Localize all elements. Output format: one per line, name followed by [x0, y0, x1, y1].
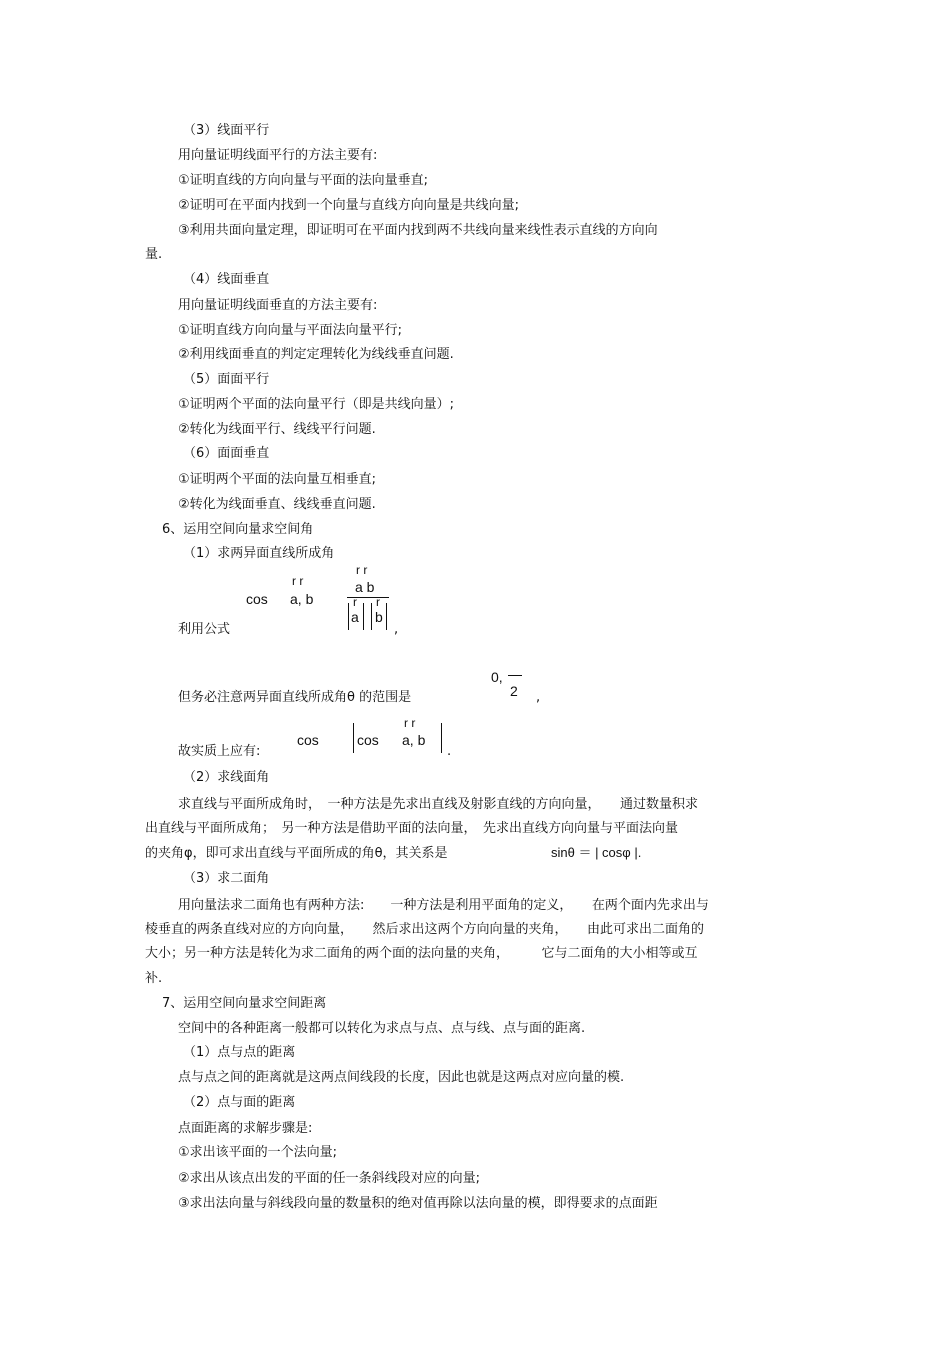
- formula-cos-left: cos: [297, 732, 319, 748]
- range-fraction-bar: [508, 675, 522, 676]
- vector-marks: r r: [404, 716, 416, 730]
- text-line: ①证明直线的方向向量与平面的法向量垂直;: [178, 173, 429, 188]
- paragraph-line: 大小；另一种方法是转化为求二面角的两个面的法向量的夹角， 它与二面角的大小相等或互: [145, 946, 698, 961]
- range-lower: 0,: [491, 669, 503, 685]
- text-line: 点与点之间的距离就是这两点间线段的长度，因此也就是这两点对应向量的模.: [178, 1070, 625, 1085]
- denominator-b: b: [375, 609, 383, 625]
- paragraph-line: 求直线与平面所成角时， 一种方法是先求出直线及射影直线的方向向量， 通过数量积求: [178, 797, 699, 812]
- paragraph-line: 棱垂直的两条直线对应的方向向量， 然后求出这两个方向向量的夹角， 由此可求出二面角的: [145, 922, 705, 937]
- denominator-mark-a: r: [353, 595, 357, 609]
- denominator-a: a: [351, 609, 359, 625]
- formula-args: a, b: [402, 732, 426, 748]
- paragraph-line: 用向量法求二面角也有两种方法: 一种方法是利用平面角的定义， 在两个面内先求出与: [178, 898, 709, 913]
- text-line: 空间中的各种距离一般都可以转化为求点与点、点与线、点与面的距离.: [178, 1021, 586, 1036]
- subheading-skew-lines-angle: （1）求两异面直线所成角: [183, 546, 335, 561]
- heading-plane-plane-parallel: （5）面面平行: [183, 372, 270, 387]
- subheading-dihedral-angle: （3）求二面角: [183, 871, 270, 886]
- heading-line-plane-parallel: （3）线面平行: [183, 123, 270, 138]
- text-line: ③利用共面向量定理，即证明可在平面内找到两不共线向量来线性表示直线的方向向: [178, 223, 658, 238]
- paragraph-line: 出直线与平面所成角； 另一种方法是借助平面的法向量， 先求出直线方向向量与平面法向量: [145, 821, 679, 836]
- text-line: 点面距离的求解步骤是:: [178, 1121, 313, 1136]
- denominator-mark-b: r: [376, 595, 380, 609]
- text-line: 但务必注意两异面直线所成角θ 的范围是: [178, 690, 412, 705]
- text-line: ②求出从该点出发的平面的任一条斜线段对应的向量;: [178, 1171, 481, 1186]
- subheading-line-plane-angle: （2）求线面角: [183, 770, 270, 785]
- abs-bar: [348, 603, 349, 630]
- range-denominator: 2: [510, 683, 518, 699]
- paragraph-line: 的夹角φ，即可求出直线与平面所成的角θ，其关系是: [145, 846, 448, 861]
- text-line: 利用公式: [178, 622, 231, 637]
- fraction-numerator: a b: [355, 579, 375, 595]
- text-line: 用向量证明线面垂直的方法主要有:: [178, 298, 378, 313]
- formula-sin-cos: sinθ ＝ | cosφ |.: [551, 845, 642, 860]
- formula-cos-inner: cos: [357, 732, 379, 748]
- vector-marks: r r: [292, 574, 304, 588]
- formula-args: a, b: [290, 591, 314, 607]
- abs-bar: [371, 603, 372, 630]
- abs-bar: [386, 603, 387, 630]
- text-line: ①证明直线方向向量与平面法向量平行;: [178, 323, 403, 338]
- heading-line-plane-perpendicular: （4）线面垂直: [183, 272, 270, 287]
- text-line: 用向量证明线面平行的方法主要有:: [178, 148, 378, 163]
- formula-cos: cos: [246, 591, 268, 607]
- text-line: ①证明两个平面的法向量互相垂直;: [178, 472, 377, 487]
- range-trailing-comma: ,: [536, 690, 541, 705]
- numerator-vector-marks: r r: [356, 563, 368, 577]
- text-line: ②转化为线面垂直、线线垂直问题.: [178, 497, 376, 512]
- text-line: 故实质上应有:: [178, 744, 261, 759]
- subheading-point-point: （1）点与点的距离: [183, 1045, 296, 1060]
- abs-bar: [363, 603, 364, 630]
- text-line: ②利用线面垂直的判定定理转化为线线垂直问题.: [178, 347, 454, 362]
- formula-trailing-period: .: [447, 744, 452, 759]
- section-heading-6: 6、运用空间向量求空间角: [162, 522, 314, 537]
- text-line: ②转化为线面平行、线线平行问题.: [178, 422, 376, 437]
- section-heading-7: 7、运用空间向量求空间距离: [162, 996, 327, 1011]
- text-line: ①证明两个平面的法向量平行（即是共线向量）;: [178, 397, 455, 412]
- paragraph-line: 补.: [145, 971, 163, 986]
- heading-plane-plane-perpendicular: （6）面面垂直: [183, 446, 270, 461]
- abs-bar: [441, 723, 442, 753]
- text-line: 量.: [145, 247, 163, 262]
- abs-bar: [353, 723, 354, 753]
- text-line: ③求出法向量与斜线段向量的数量积的绝对值再除以法向量的模，即得要求的点面距: [178, 1196, 658, 1211]
- formula-trailing-comma: ,: [394, 622, 399, 637]
- subheading-point-plane: （2）点与面的距离: [183, 1095, 296, 1110]
- text-line: ①求出该平面的一个法向量;: [178, 1145, 338, 1160]
- text-line: ②证明可在平面内找到一个向量与直线方向向量是共线向量;: [178, 198, 520, 213]
